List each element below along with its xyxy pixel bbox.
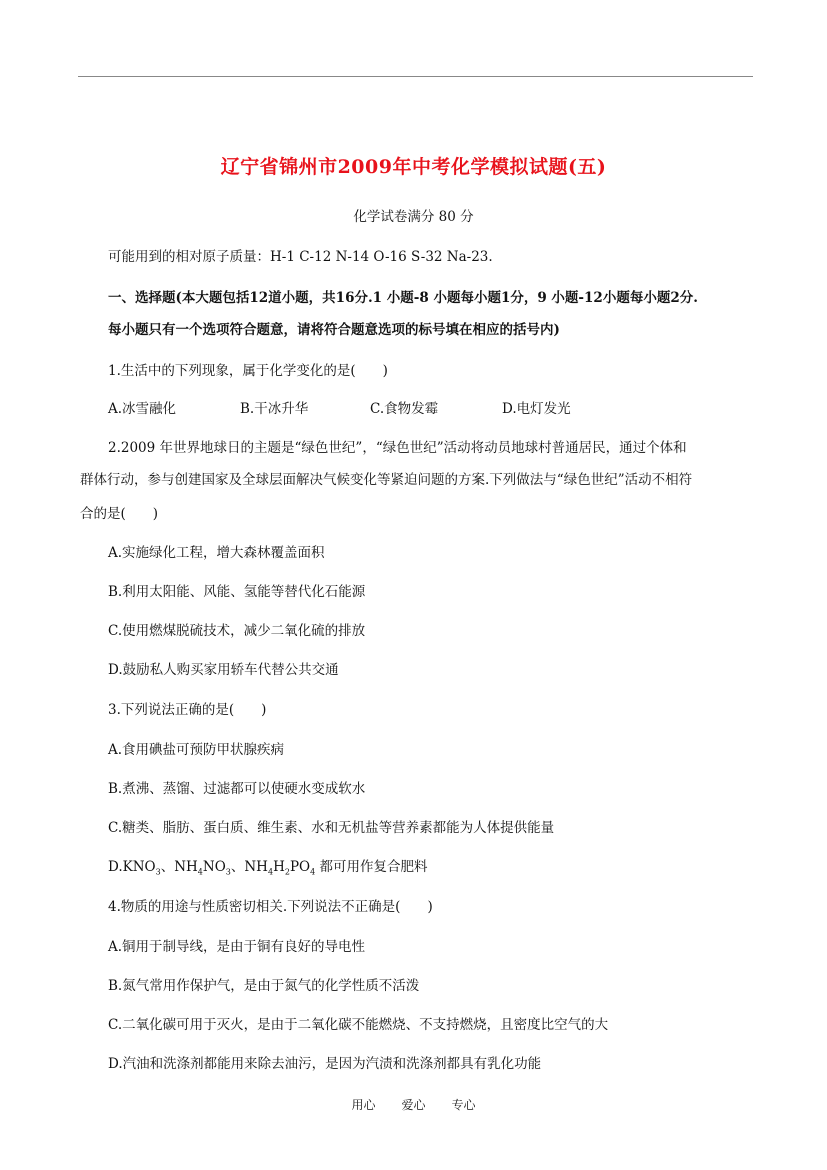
q2-stem-line1: 2.2009 年世界地球日的主题是“绿色世纪”，“绿色世纪”活动将动员地球村普通居民，通过个体和: [108, 440, 687, 456]
q4-option-b: B.氮气常用作保护气，是由于氮气的化学性质不活泼: [108, 978, 420, 994]
q4-option-d: D.汽油和洗涤剂都能用来除去油污，是因为汽渍和洗涤剂都具有乳化功能: [108, 1056, 542, 1072]
q3-option-a: A.食用碘盐可预防甲状腺疾病: [108, 742, 285, 758]
q3-option-c: C.糖类、脂肪、蛋白质、维生素、水和无机盐等营养素都能为人体提供能量: [108, 820, 555, 836]
q1-options: [108, 397, 571, 417]
q2-option-b: B.利用太阳能、风能、氢能等替代化石能源: [108, 584, 366, 600]
page-title: 辽宁省锦州市2009年中考化学模拟试题(五): [220, 156, 607, 178]
header-rule: [78, 76, 753, 77]
section-heading-line2: 每小题只有一个选项符合题意，请将符合题意选项的标号填在相应的括号内): [108, 322, 560, 338]
footer-text-2: 爱心: [401, 1098, 426, 1112]
q2-option-c: C.使用燃煤脱硫技术，减少二氧化硫的排放: [108, 623, 366, 639]
q2-stem-line3: 合的是( ): [80, 506, 159, 522]
q2-option-a: A.实施绿化工程，增大森林覆盖面积: [108, 545, 325, 561]
q4-option-c: C.二氧化碳可用于灭火，是由于二氧化碳不能燃烧、不支持燃烧，且密度比空气的大: [108, 1017, 609, 1033]
q4-stem: 4.物质的用途与性质密切相关.下列说法不正确是( ): [108, 899, 433, 915]
q1-option-a: A.冰雪融化: [108, 401, 177, 417]
q4-option-a: A.铜用于制导线，是由于铜有良好的导电性: [108, 939, 366, 955]
q1-stem: 1.生活中的下列现象，属于化学变化的是( ): [108, 363, 388, 379]
page-subtitle: 化学试卷满分 80 分: [353, 209, 474, 225]
q3-option-d: $D.KNO_3$、$NH_4NO_3$、$NH_4H_2PO_4$ 都可用作复合肥料: [108, 859, 428, 877]
section-heading-line1: 一、选择题(本大题包括12道小题，共16分.1 小题-8 小题每小题1分，9 小题-12小题每小题2分.: [108, 290, 698, 306]
q1-option-d: D.电灯发光: [502, 401, 571, 417]
q2-option-d: D.鼓励私人购买家用轿车代替公共交通: [108, 662, 339, 678]
page-footer: [0, 1096, 827, 1113]
footer-text-3: 专心: [451, 1098, 476, 1112]
q3-option-b: B.煮沸、蒸馏、过滤都可以使硬水变成软水: [108, 781, 366, 797]
footer-text-1: 用心: [351, 1098, 376, 1112]
q2-stem-line2: 群体行动，参与创建国家及全球层面解决气候变化等紧迫问题的方案.下列做法与“绿色世纪”活动不相符: [80, 472, 693, 488]
q1-option-c: C.食物发霉: [370, 401, 439, 417]
atomic-masses: 可能用到的相对原子质量：H-1 C-12 N-14 O-16 S-32 Na-23.: [108, 249, 493, 265]
q3-stem: 3.下列说法正确的是( ): [108, 702, 267, 718]
q1-option-b: B.干冰升华: [240, 401, 309, 417]
